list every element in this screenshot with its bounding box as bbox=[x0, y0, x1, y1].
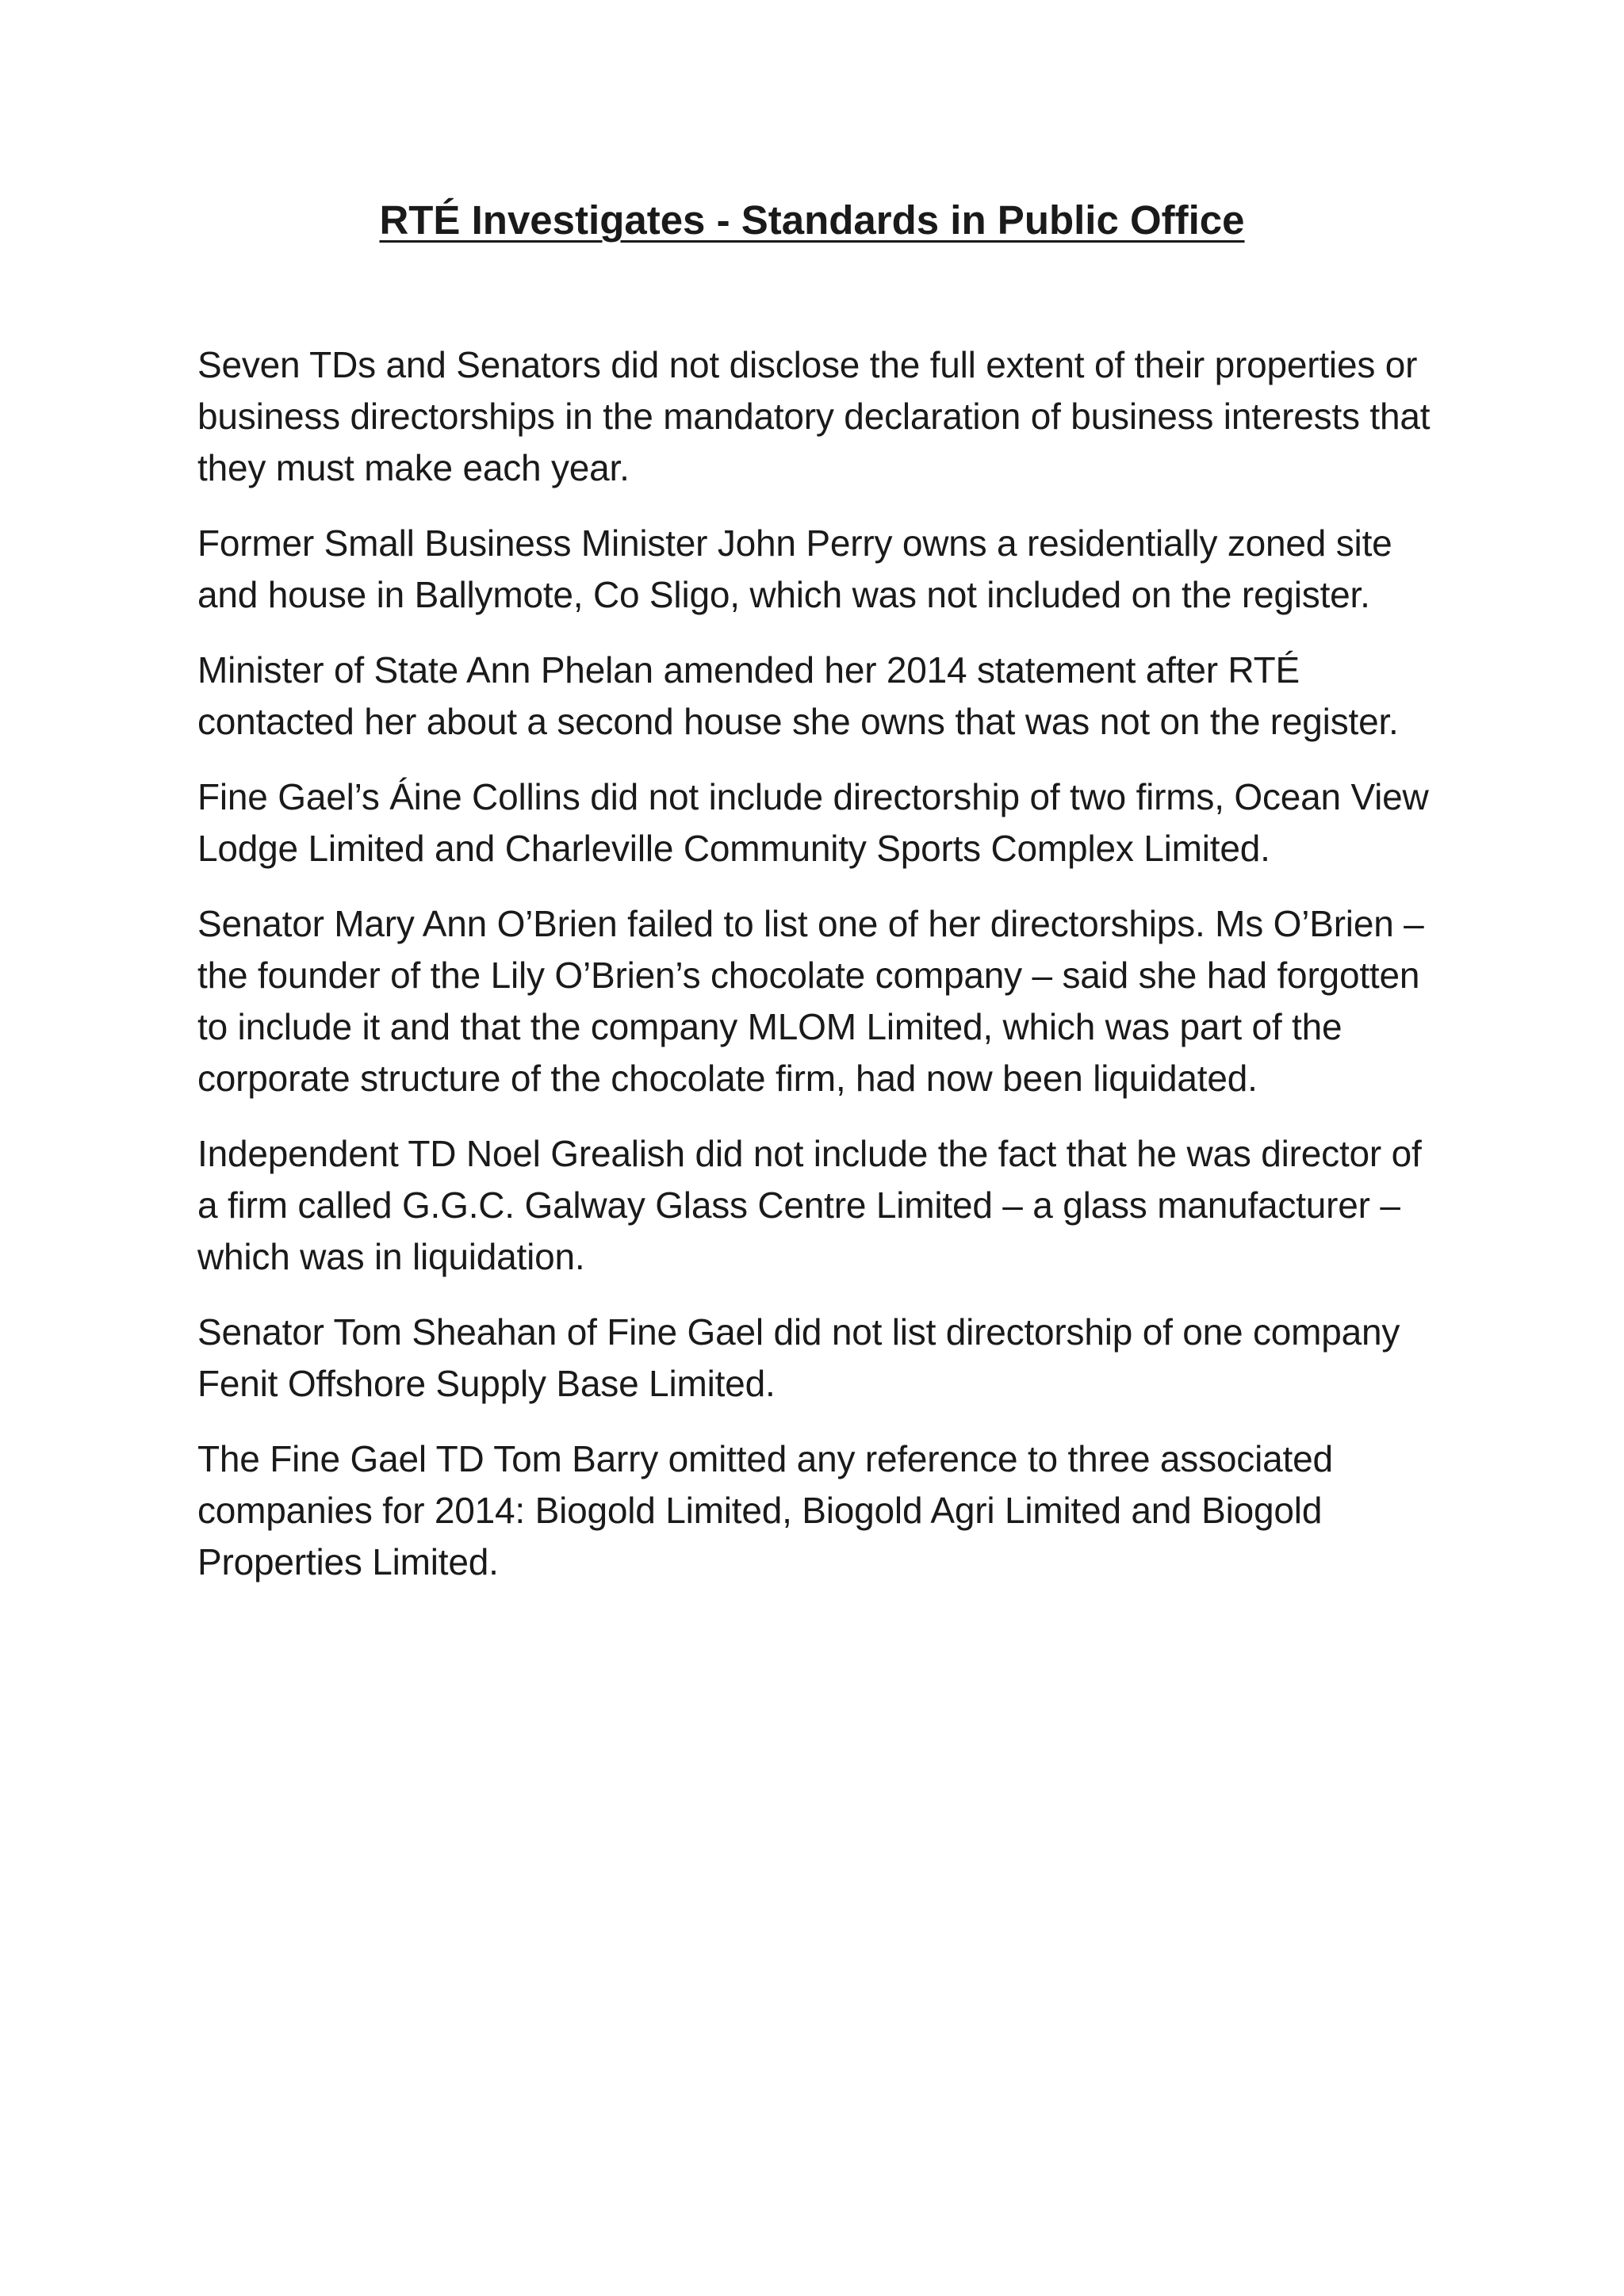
paragraph-john-perry: Former Small Business Minister John Perry owns a residentially zoned site and house in Ballymote, Co Sligo, which was not included on the register. bbox=[197, 522, 1392, 615]
paragraph-intro: Seven TDs and Senators did not disclose the full extent of their properties or business directorships in the mandatory declaration of business interests that they must make each year. bbox=[197, 344, 1431, 488]
paragraph-tom-barry: The Fine Gael TD Tom Barry omitted any reference to three associated companies for 2014: Biogold Limited, Biogold Agri Limited and Biogold Properties Limited. bbox=[197, 1438, 1333, 1582]
paragraph-noel-grealish: Independent TD Noel Grealish did not include the fact that he was director of a firm called G.G.C. Galway Glass Centre Limited – a glass manufacturer – which was in liquidation. bbox=[197, 1133, 1422, 1277]
paragraph-mary-ann-obrien: Senator Mary Ann O’Brien failed to list one of her directorships. Ms O’Brien – the founder of the Lily O’Brien’s chocolate company – said she had forgotten to include it and that the company MLOM Limited, which was part of the corporate structure of the chocolate firm, had now been liquidated. bbox=[197, 903, 1424, 1099]
document-body bbox=[197, 339, 1450, 1612]
document-title: RTÉ Investigates - Standards in Public Office bbox=[379, 197, 1245, 243]
paragraph-tom-sheahan: Senator Tom Sheahan of Fine Gael did not list directorship of one company Fenit Offshore Supply Base Limited. bbox=[197, 1311, 1400, 1404]
paragraph-aine-collins: Fine Gael’s Áine Collins did not include directorship of two firms, Ocean View Lodge Limited and Charleville Community Sports Complex Limited. bbox=[197, 776, 1429, 869]
paragraph-ann-phelan: Minister of State Ann Phelan amended her 2014 statement after RTÉ contacted her about a second house she owns that was not on the register. bbox=[197, 649, 1399, 742]
